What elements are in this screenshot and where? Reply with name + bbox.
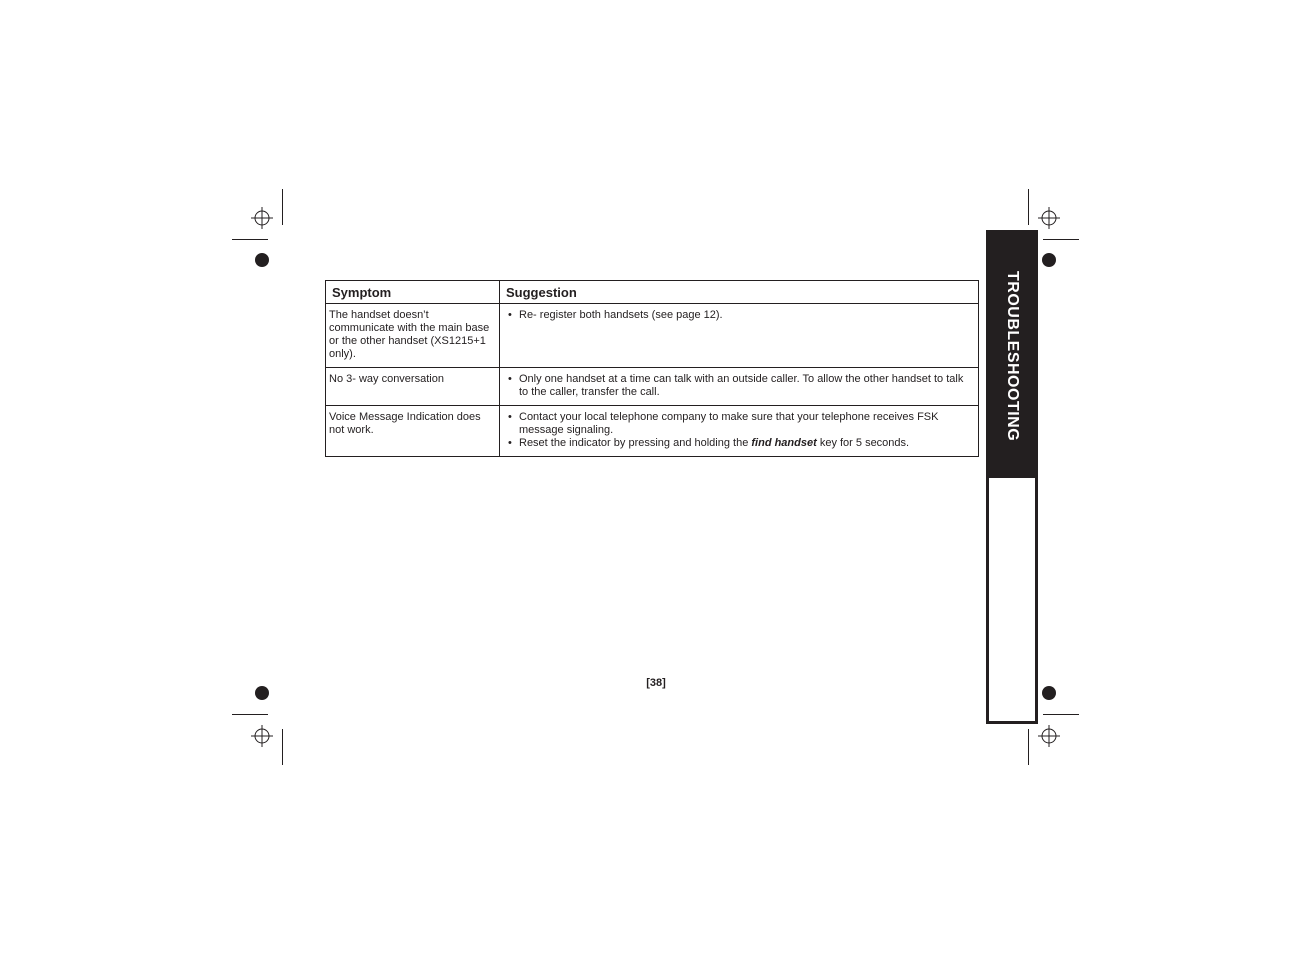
symptom-cell: The handset doesn’t communicate with the main base or the other handset (XS1215+1 only). <box>326 304 500 368</box>
crop-mark <box>232 714 268 715</box>
table-row <box>326 368 979 406</box>
symptom-cell: Voice Message Indication does not work. <box>326 406 500 457</box>
suggestion-cell <box>500 304 979 368</box>
table-row <box>326 304 979 368</box>
registration-dot-icon <box>255 253 269 267</box>
suggestion-column-header: Suggestion <box>500 281 979 304</box>
crop-mark <box>1028 189 1029 225</box>
crop-mark <box>1043 239 1079 240</box>
suggestion-cell <box>500 368 979 406</box>
suggestion-text-after-key: key for 5 seconds. <box>816 437 910 449</box>
chapter-tab-label: TROUBLESHOOTING <box>1004 271 1021 442</box>
registration-dot-icon <box>1042 253 1056 267</box>
crop-mark <box>1043 714 1079 715</box>
page-number: [38] <box>646 677 666 689</box>
registration-dot-icon <box>1042 686 1056 700</box>
suggestion-cell <box>500 406 979 457</box>
crop-mark <box>232 239 268 240</box>
table-header-row <box>326 281 979 304</box>
registration-dot-icon <box>255 686 269 700</box>
crop-mark <box>282 729 283 765</box>
registration-crosshair-icon <box>251 207 273 229</box>
suggestion-item: • Contact your local telephone company to make sure that your telephone receives FSK message signaling. <box>508 411 975 437</box>
suggestion-text-before-key: Reset the indicator by pressing and holding the <box>519 437 752 449</box>
symptom-cell: No 3- way conversation <box>326 368 500 406</box>
crop-mark <box>1028 729 1029 765</box>
registration-crosshair-icon <box>1038 725 1060 747</box>
registration-crosshair-icon <box>251 725 273 747</box>
suggestion-item <box>508 437 975 450</box>
suggestion-item: • Re- register both handsets (see page 12). <box>508 309 975 322</box>
registration-crosshair-icon <box>1038 207 1060 229</box>
crop-mark <box>282 189 283 225</box>
troubleshooting-table <box>325 280 979 457</box>
table-row <box>326 406 979 457</box>
chapter-tab-fill <box>989 233 1035 478</box>
find-handset-key-label: find handset <box>751 437 817 449</box>
suggestion-list <box>503 373 975 399</box>
suggestion-item: • Only one handset at a time can talk with an outside caller. To allow the other handset to talk to the caller, transfer the call. <box>508 373 975 399</box>
suggestion-list <box>503 411 975 450</box>
suggestion-list <box>503 309 975 322</box>
symptom-column-header: Symptom <box>326 281 500 304</box>
chapter-side-tab <box>986 230 1038 724</box>
